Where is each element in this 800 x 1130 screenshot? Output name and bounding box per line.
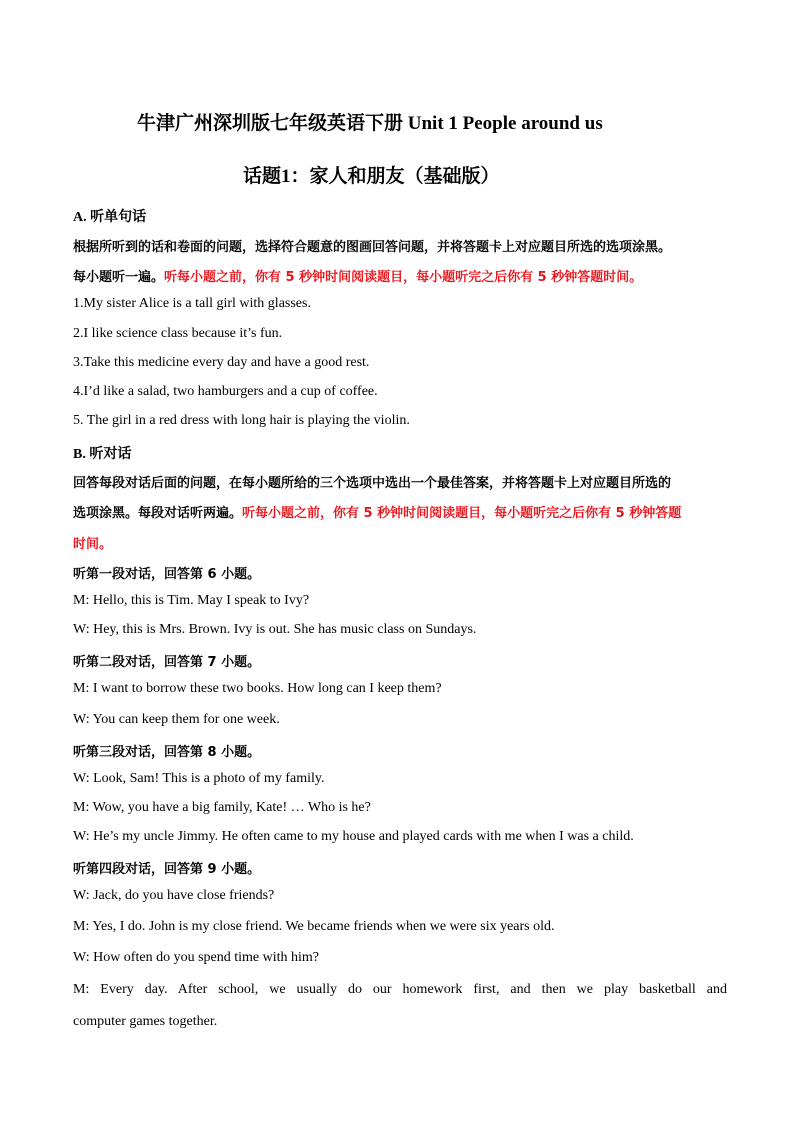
section-b-instruction-plain: 选项涂黑。每段对话听两遍。 (73, 506, 243, 521)
section-a-heading: A. 听单句话 (73, 210, 147, 225)
dialog-3-line-1: W: Look, Sam! This is a photo of my family. (73, 771, 325, 786)
section-a-instruction-plain: 每小题听一遍。 (73, 270, 165, 285)
dialog-4-heading: 听第四段对话，回答第 9 小题。 (73, 862, 261, 877)
document-title: 牛津广州深圳版七年级英语下册 Unit 1 People around us (137, 113, 603, 134)
item-5: 5. The girl in a red dress with long hair is playing the violin. (73, 413, 410, 428)
dialog-2-line-2: W: You can keep them for one week. (73, 712, 280, 727)
dialog-1-line-2: W: Hey, this is Mrs. Brown. Ivy is out. She has music class on Sundays. (73, 622, 477, 637)
dialog-4-line-5: computer games together. (73, 1014, 218, 1029)
item-1: 1.My sister Alice is a tall girl with glasses. (73, 296, 311, 311)
dialog-4-line-2: M: Yes, I do. John is my close friend. We became friends when we were six years old. (73, 919, 555, 934)
dialog-4-line-1: W: Jack, do you have close friends? (73, 888, 275, 903)
dialog-4-line-4: M: Every day. After school, we usually do our homework first, and then we play basketball and (73, 982, 727, 997)
item-2: 2.I like science class because it’s fun. (73, 326, 283, 341)
section-b-instruction-red: 听每小题之前，你有 5 秒钟时间阅读题目，每小题听完之后你有 5 秒钟答题 (242, 506, 682, 521)
dialog-3-heading: 听第三段对话，回答第 8 小题。 (73, 745, 261, 760)
document-subtitle: 话题1：家人和朋友（基础版） (243, 166, 500, 187)
section-b-instruction-line2 (73, 502, 681, 521)
dialog-4-line-3: W: How often do you spend time with him? (73, 950, 319, 965)
section-a-instruction-red: 听每小题之前，你有 5 秒钟时间阅读题目，每小题听完之后你有 5 秒钟答题时间。 (164, 270, 643, 285)
section-a-instruction-line2 (73, 266, 642, 285)
section-b-heading: B. 听对话 (73, 447, 132, 462)
item-3: 3.Take this medicine every day and have a good rest. (73, 355, 370, 370)
dialog-2-heading: 听第二段对话，回答第 7 小题。 (73, 655, 261, 670)
section-b-instruction-line1: 回答每段对话后面的问题，在每小题所给的三个选项中选出一个最佳答案，并将答题卡上对应题目所选的 (73, 476, 672, 491)
dialog-1-line-1: M: Hello, this is Tim. May I speak to Ivy? (73, 593, 310, 608)
section-a-instruction-line1: 根据所听到的话和卷面的问题，选择符合题意的图画回答问题，并将答题卡上对应题目所选的选项涂黑。 (73, 240, 672, 255)
section-b-instruction-line3: 时间。 (73, 537, 113, 552)
dialog-3-line-3: W: He’s my uncle Jimmy. He often came to my house and played cards with me when I was a child. (73, 829, 634, 844)
dialog-3-line-2: M: Wow, you have a big family, Kate! … Who is he? (73, 800, 371, 815)
item-4: 4.I’d like a salad, two hamburgers and a cup of coffee. (73, 384, 378, 399)
dialog-1-heading: 听第一段对话，回答第 6 小题。 (73, 567, 261, 582)
dialog-2-line-1: M: I want to borrow these two books. How long can I keep them? (73, 681, 442, 696)
